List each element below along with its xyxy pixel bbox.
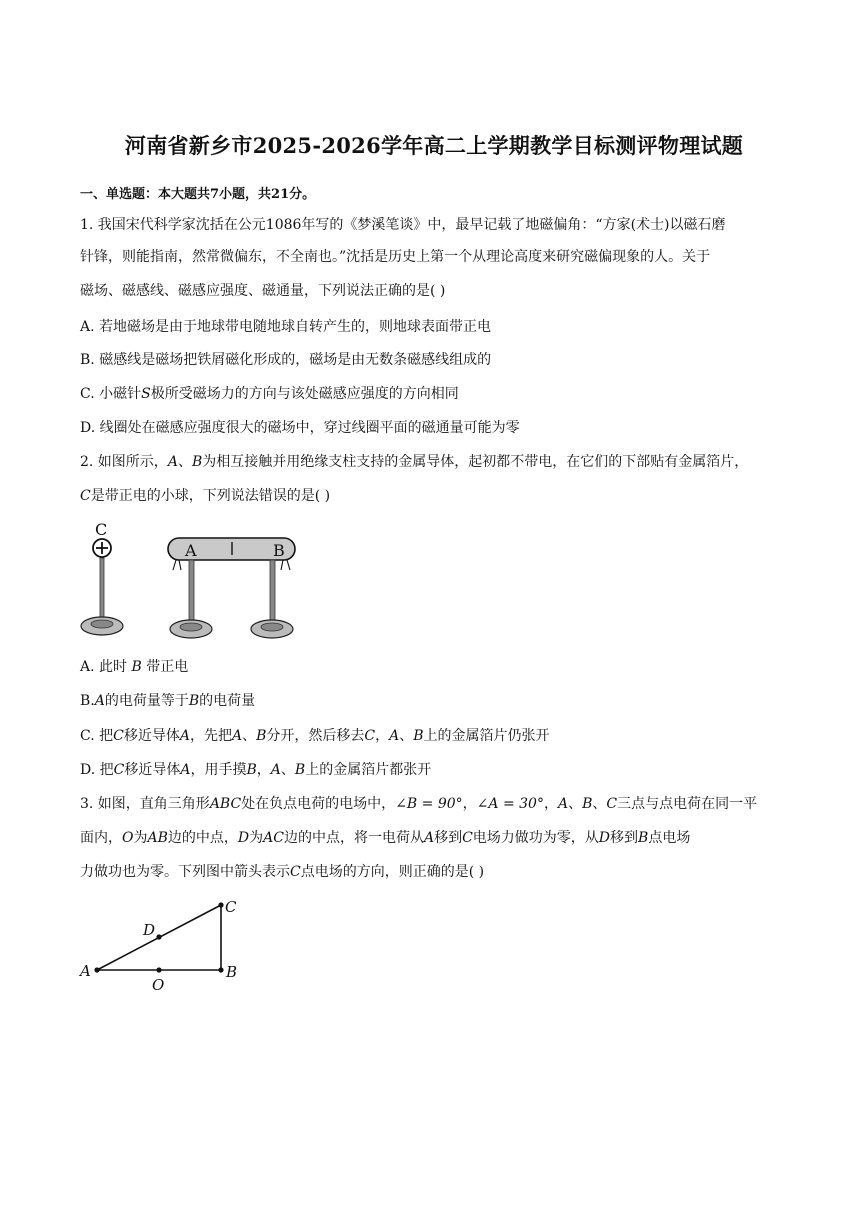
q1-option-d: D. 线圈处在磁感应强度很大的磁场中，穿过线圈平面的磁通量可能为零: [80, 420, 520, 436]
q1-stem-line3: 磁场、磁感线、磁感应强度、磁通量，下列说法正确的是( ): [80, 283, 446, 299]
q3-stem-line3: 力做功也为零。下列图中箭头表示C点电场的方向，则正确的是( ): [80, 864, 485, 880]
q2-foil-left: [173, 560, 181, 570]
q3-point-d: [156, 934, 161, 939]
q3-stem-line1: 3. 如图，直角三角形ABC处在负点电荷的电场中，∠B = 90°，∠A = 30°，A、B、C三点与点电荷在同一平: [80, 796, 758, 812]
q3-fig-label-d: D: [143, 921, 156, 939]
q3-fig-label-b: B: [226, 963, 238, 981]
q2-stem-line1: 2. 如图所示，A、B为相互接触并用绝缘支柱支持的金属导体，起初都不带电，在它们的下部贴有金属箔片，: [80, 454, 749, 470]
q2-option-d: D. 把C移近导体A，用手摸B，A、B上的金属箔片都张开: [80, 762, 432, 778]
q2-fig-label-c: C: [95, 520, 108, 539]
q2-option-b: B.A的电荷量等于B的电荷量: [80, 693, 256, 709]
q2-fig-label-a: A: [185, 541, 197, 560]
q2-foil-right: [281, 560, 290, 570]
q3-triangle-figure: [75, 893, 255, 998]
q1-stem-line2: 针锋，则能指南，然常微偏东，不全南也。”沈括是历史上第一个从理论高度来研究磁偏现象的人。关于: [80, 249, 711, 265]
q1-option-a: A. 若地磁场是由于地球带电随地球自转产生的，则地球表面带正电: [80, 319, 492, 335]
q1-option-b: B. 磁感线是磁场把铁屑磁化形成的，磁场是由无数条磁感线组成的: [80, 352, 492, 368]
section-heading: 一、单选题：本大题共7小题，共21分。: [80, 187, 316, 202]
q2-option-a: A. 此时 B 带正电: [80, 659, 189, 675]
q2-figure: [75, 515, 315, 645]
q2-option-c: C. 把C移近导体A，先把A、B分开，然后移去C，A、B上的金属箔片仍张开: [80, 728, 550, 744]
q3-fig-label-a: A: [80, 962, 91, 980]
q2-ball-stand-rod: [100, 558, 104, 623]
q3-fig-label-c: C: [225, 898, 237, 916]
q1-option-c: C. 小磁针S极所受磁场力的方向与该处磁感应强度的方向相同: [80, 386, 459, 402]
q3-stem-line2: 面内，O为AB边的中点，D为AC边的中点，将一电荷从A移到C电场力做功为零，从D移到B点电场: [80, 830, 691, 846]
q1-stem-line1: 1. 我国宋代科学家沈括在公元1086年写的《梦溪笔谈》中，最早记载了地磁偏角：“方家(术士)以磁石磨: [80, 217, 726, 233]
page-title: 河南省新乡市2025-2026学年高二上学期教学目标测评物理试题: [124, 133, 744, 158]
q3-point-o: [156, 967, 161, 972]
q3-fig-label-o: O: [152, 976, 165, 994]
q2-fig-label-b: B: [273, 541, 285, 560]
q2-stem-line2: C是带正电的小球，下列说法错误的是( ): [80, 488, 331, 504]
